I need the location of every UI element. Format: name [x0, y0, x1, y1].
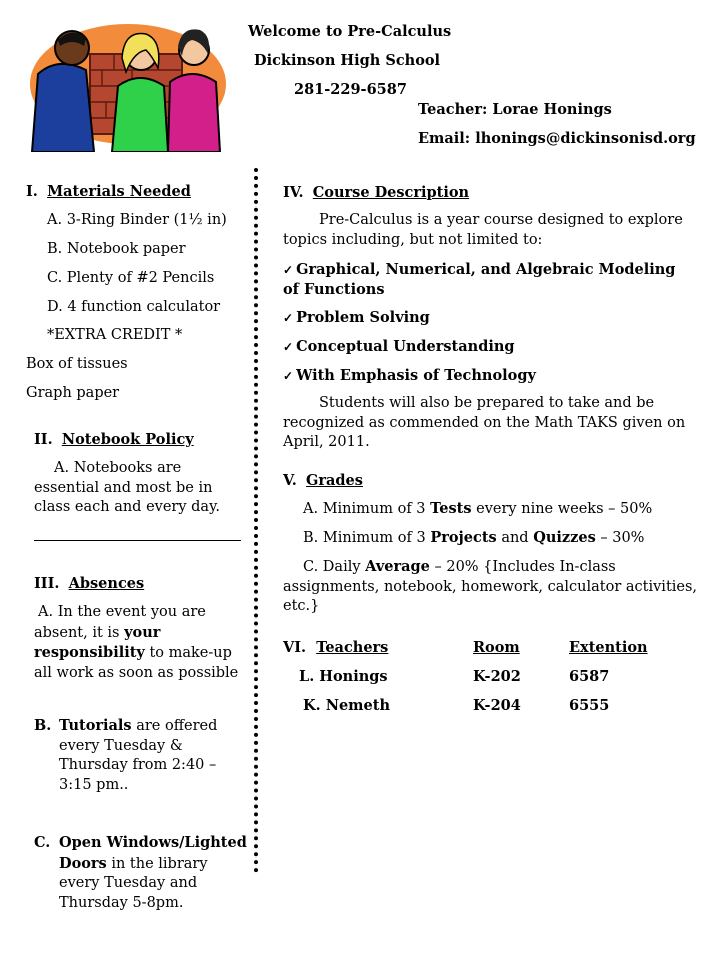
absences-label-b	[34, 716, 51, 737]
column-header-teachers: Teachers	[316, 639, 389, 656]
section-materials-heading	[26, 182, 191, 203]
section-title: Absences	[68, 575, 145, 592]
course-bullet: ✓ With Emphasis of Technology	[283, 366, 536, 386]
text: C.	[34, 834, 51, 851]
text-bold: Tutorials	[59, 717, 132, 734]
table-row	[283, 667, 648, 696]
grades-item-b	[303, 528, 644, 549]
text: C. Daily	[303, 559, 366, 575]
teachers-table	[283, 638, 648, 725]
section-number: IV.	[283, 184, 304, 201]
teacher-extension: 6587	[569, 668, 610, 685]
header-welcome: Welcome to Pre-Calculus	[248, 23, 452, 40]
text: B. Minimum of 3	[303, 530, 431, 546]
materials-item: A. 3-Ring Binder (1½ in)	[47, 212, 227, 228]
text-bold: Average	[365, 558, 430, 575]
teacher-room: K-204	[473, 697, 521, 714]
course-intro: Pre-Calculus is a year course designed to explore topics including, but not limited to:	[283, 212, 683, 248]
absences-item-a	[34, 603, 246, 683]
absences-item-b	[59, 716, 247, 795]
text: A. In the event you are absent, it is	[34, 604, 206, 641]
section-number: I.	[26, 183, 38, 200]
course-bullet: ✓ Graphical, Numerical, and Algebraic Modeling of Functions	[283, 260, 683, 299]
section-grades-heading	[283, 471, 363, 492]
text: – 30%	[595, 530, 645, 546]
text: every nine weeks – 50%	[471, 501, 653, 517]
extra-credit-item: Graph paper	[26, 385, 120, 401]
column-header-room: Room	[473, 639, 520, 656]
section-notebook-heading	[34, 430, 194, 451]
section-course-heading	[283, 183, 469, 204]
text: B.	[34, 717, 52, 734]
text-bold: Projects	[430, 529, 497, 546]
section-absences-heading	[34, 574, 144, 595]
extra-credit-item: Box of tissues	[26, 356, 128, 372]
text: in the library every Tuesday and Thursday 5-8pm.	[59, 855, 208, 911]
course-outro: Students will also be prepared to take and be recognized as commended on the Math TAKS given on April, 2011.	[283, 395, 686, 451]
header-teacher: Teacher: Lorae Honings	[418, 101, 612, 118]
materials-item: C. Plenty of #2 Pencils	[47, 270, 215, 286]
teacher-name: L. Honings	[299, 668, 388, 685]
notebook-text: A. Notebooks are essential and most be in class each and every day.	[34, 460, 220, 516]
course-bullet: ✓ Conceptual Understanding	[283, 337, 515, 357]
table-header-row	[283, 638, 648, 667]
absences-label-c	[34, 833, 50, 854]
section-title: Notebook Policy	[61, 431, 194, 448]
header-email: Email: lhonings@dickinsonisd.org	[418, 130, 696, 147]
text: and	[496, 530, 534, 546]
extra-credit-label: *EXTRA CREDIT *	[47, 327, 183, 343]
column-divider	[254, 168, 258, 873]
text: – 20% {Includes In-class assignments, notebook, homework, calculator activities, etc.}	[283, 559, 698, 615]
header-phone: 281-229-6587	[294, 81, 407, 98]
section-title: Course Description	[312, 184, 470, 201]
section-number: II.	[34, 431, 53, 448]
section-number: VI.	[283, 639, 307, 656]
text-bold: Quizzes	[533, 529, 596, 546]
grades-item-a	[303, 499, 652, 520]
header-school: Dickinson High School	[254, 52, 441, 69]
text: are offered every Tuesday & Thursday from 2:40 – 3:15 pm..	[59, 718, 218, 793]
text-bold: Open Windows/Lighted Doors	[59, 834, 247, 872]
section-title: Grades	[305, 472, 363, 489]
absences-item-c	[59, 833, 247, 913]
course-bullet: ✓ Problem Solving	[283, 308, 430, 328]
section-number: V.	[283, 472, 297, 489]
teacher-name: K. Nemeth	[303, 697, 390, 714]
column-header-extension: Extention	[569, 639, 648, 656]
materials-item: D. 4 function calculator	[47, 299, 221, 315]
text: A. Minimum of 3	[303, 501, 431, 517]
section-title: Materials Needed	[47, 183, 191, 200]
clipart-students-image	[28, 12, 228, 152]
table-row	[283, 696, 648, 725]
text-bold: Tests	[430, 500, 472, 517]
text-bold: your responsibility	[34, 623, 161, 662]
section-number: III.	[34, 575, 60, 592]
grades-item-c	[283, 557, 701, 617]
teacher-extension: 6555	[569, 697, 610, 714]
materials-item: B. Notebook paper	[47, 241, 186, 257]
divider-line	[34, 540, 241, 541]
text: to make-up all work as soon as possible	[34, 645, 239, 681]
teacher-room: K-202	[473, 668, 521, 685]
